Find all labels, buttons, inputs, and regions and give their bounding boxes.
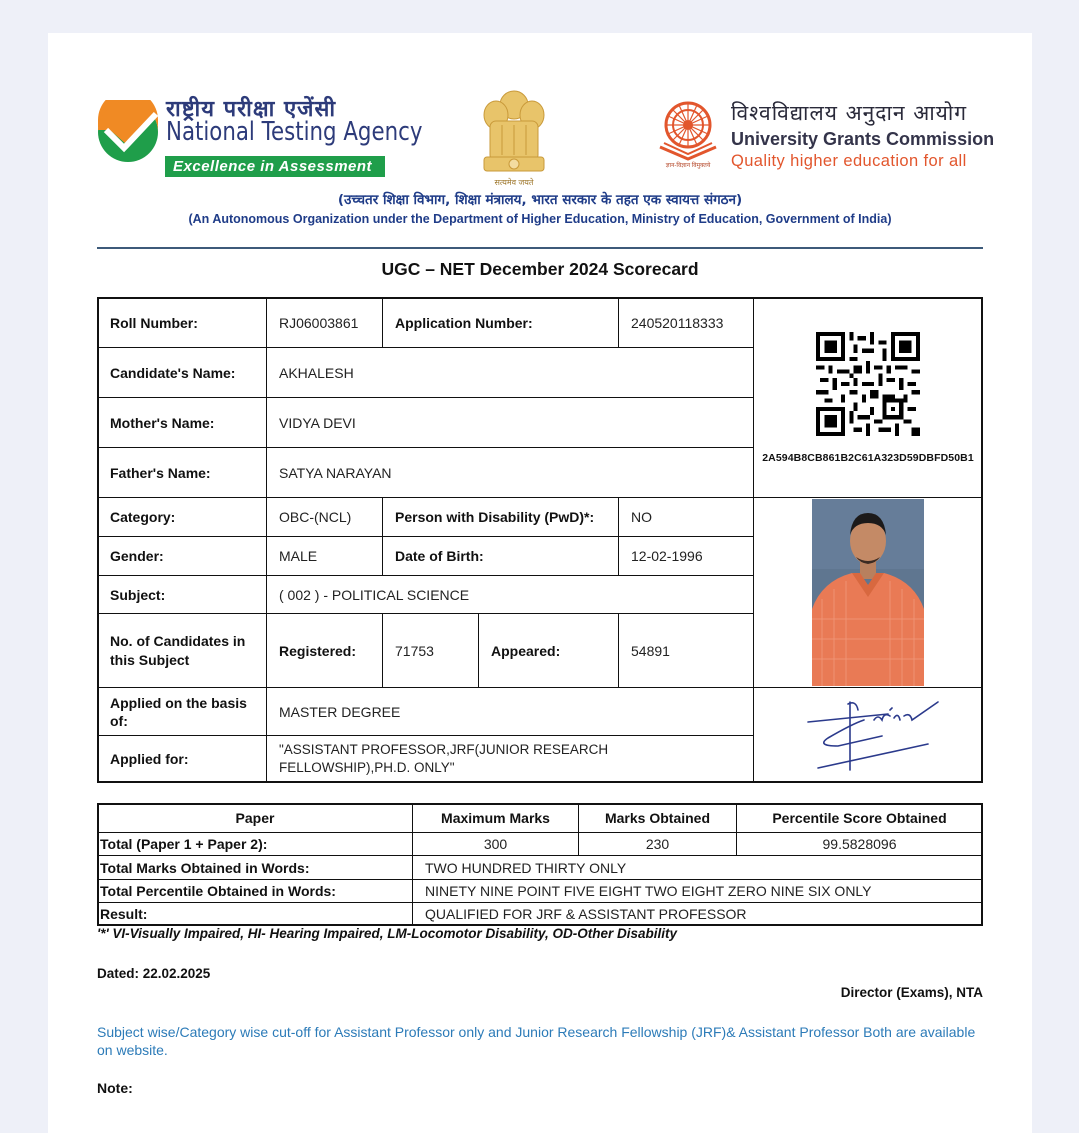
application-number-value: 240520118333 (618, 297, 754, 348)
applied-basis-label: Applied on the basis of: (97, 687, 267, 736)
scorecard-page (48, 33, 1032, 1133)
qr-code-icon (816, 332, 920, 436)
page-title: UGC – NET December 2024 Scorecard (381, 259, 699, 279)
subject-value: ( 002 ) - POLITICAL SCIENCE (266, 575, 754, 614)
pwd-value: NO (618, 497, 754, 537)
candidate-photo (812, 499, 924, 686)
percentile-words-value: NINETY NINE POINT FIVE EIGHT TWO EIGHT ZERO NINE SIX ONLY (412, 879, 983, 903)
ugc-chakra-logo-icon (654, 97, 722, 169)
ugc-name-hindi: विश्वविद्यालय अनुदान आयोग (731, 101, 968, 125)
candidate-signature-cell (753, 687, 983, 783)
category-value: OBC-(NCL) (266, 497, 383, 537)
appeared-value: 54891 (618, 613, 754, 688)
ugc-tagline: Quality higher education for all (731, 152, 967, 170)
candidate-info-table (97, 297, 983, 783)
result-value: QUALIFIED FOR JRF & ASSISTANT PROFESSOR (412, 902, 983, 926)
subtitle-english: (An Autonomous Organization under the Department of Higher Education, Ministry of Education, Government of India) (188, 212, 892, 226)
header-divider (97, 247, 983, 249)
percentile-words-label: Total Percentile Obtained in Words: (97, 879, 413, 903)
nta-name-english: National Testing Agency (166, 117, 423, 147)
dob-value: 12-02-1996 (618, 536, 754, 576)
roll-number-label: Roll Number: (97, 297, 267, 348)
registered-value: 71753 (382, 613, 479, 688)
note-heading: Note: (97, 1080, 133, 1096)
national-emblem-icon (474, 85, 554, 189)
nta-name-hindi: राष्ट्रीय परीक्षा एजेंसी (166, 97, 337, 122)
mother-name-label: Mother's Name: (97, 397, 267, 448)
gender-value: MALE (266, 536, 383, 576)
nta-checkmark-logo-icon (96, 100, 160, 164)
nta-tagline: Excellence in Assessment (165, 156, 385, 177)
applied-basis-value: MASTER DEGREE (266, 687, 754, 736)
registered-label: Registered: (266, 613, 383, 688)
father-name-label: Father's Name: (97, 447, 267, 498)
header-marks-obtained: Marks Obtained (578, 803, 737, 833)
candidate-signature (778, 690, 958, 780)
marks-words-value: TWO HUNDRED THIRTY ONLY (412, 855, 983, 880)
mother-name-value: VIDYA DEVI (266, 397, 754, 448)
subtitle-hindi: (उच्चतर शिक्षा विभाग, शिक्षा मंत्रालय, भारत सरकार के तहत एक स्वायत्त संगठन) (337, 192, 743, 208)
qr-hash-code: 2A594B8CB861B2C61A323D59DBFD50B1 (762, 451, 974, 464)
category-label: Category: (97, 497, 267, 537)
pwd-label: Person with Disability (PwD)*: (382, 497, 619, 537)
father-name-value: SATYA NARAYAN (266, 447, 754, 498)
marks-words-label: Total Marks Obtained in Words: (97, 855, 413, 880)
candidate-photo-cell (753, 497, 983, 688)
ugc-logo-caption: ज्ञान-विज्ञान विमुक्तये (665, 163, 711, 169)
signatory-title: Director (Exams), NTA (840, 985, 983, 1000)
roll-number-value: RJ06003861 (266, 297, 383, 348)
subject-label: Subject: (97, 575, 267, 614)
disability-footnote: '*' VI-Visually Impaired, HI- Hearing Impaired, LM-Locomotor Disability, OD-Other Disability (97, 926, 678, 941)
candidate-name-label: Candidate's Name: (97, 347, 267, 398)
gender-label: Gender: (97, 536, 267, 576)
total-max-marks: 300 (412, 832, 579, 856)
application-number-label: Application Number: (382, 297, 619, 348)
result-label: Result: (97, 902, 413, 926)
dob-label: Date of Birth: (382, 536, 619, 576)
qr-code-cell (753, 297, 983, 498)
score-table (97, 803, 983, 926)
ugc-name-english: University Grants Commission (731, 129, 995, 149)
total-row-label: Total (Paper 1 + Paper 2): (97, 832, 413, 856)
candidate-name-value: AKHALESH (266, 347, 754, 398)
applied-for-value: "ASSISTANT PROFESSOR,JRF(JUNIOR RESEARCH FELLOWSHIP),PH.D. ONLY" (266, 735, 754, 783)
header-paper: Paper (97, 803, 413, 833)
total-marks-obtained: 230 (578, 832, 737, 856)
total-percentile: 99.5828096 (736, 832, 983, 856)
cutoff-info-text: Subject wise/Category wise cut-off for Assistant Professor only and Junior Research Fellowship (JRF)& Assistant Professor Both are available on website. (97, 1024, 976, 1058)
applied-for-label: Applied for: (97, 735, 267, 783)
issue-date: Dated: 22.02.2025 (97, 966, 211, 981)
emblem-motto: सत्यमेव जयते (494, 178, 534, 187)
header-max-marks: Maximum Marks (412, 803, 579, 833)
header-percentile: Percentile Score Obtained (736, 803, 983, 833)
appeared-label: Appeared: (478, 613, 619, 688)
candidates-in-subject-label: No. of Candidates in this Subject (97, 613, 267, 688)
